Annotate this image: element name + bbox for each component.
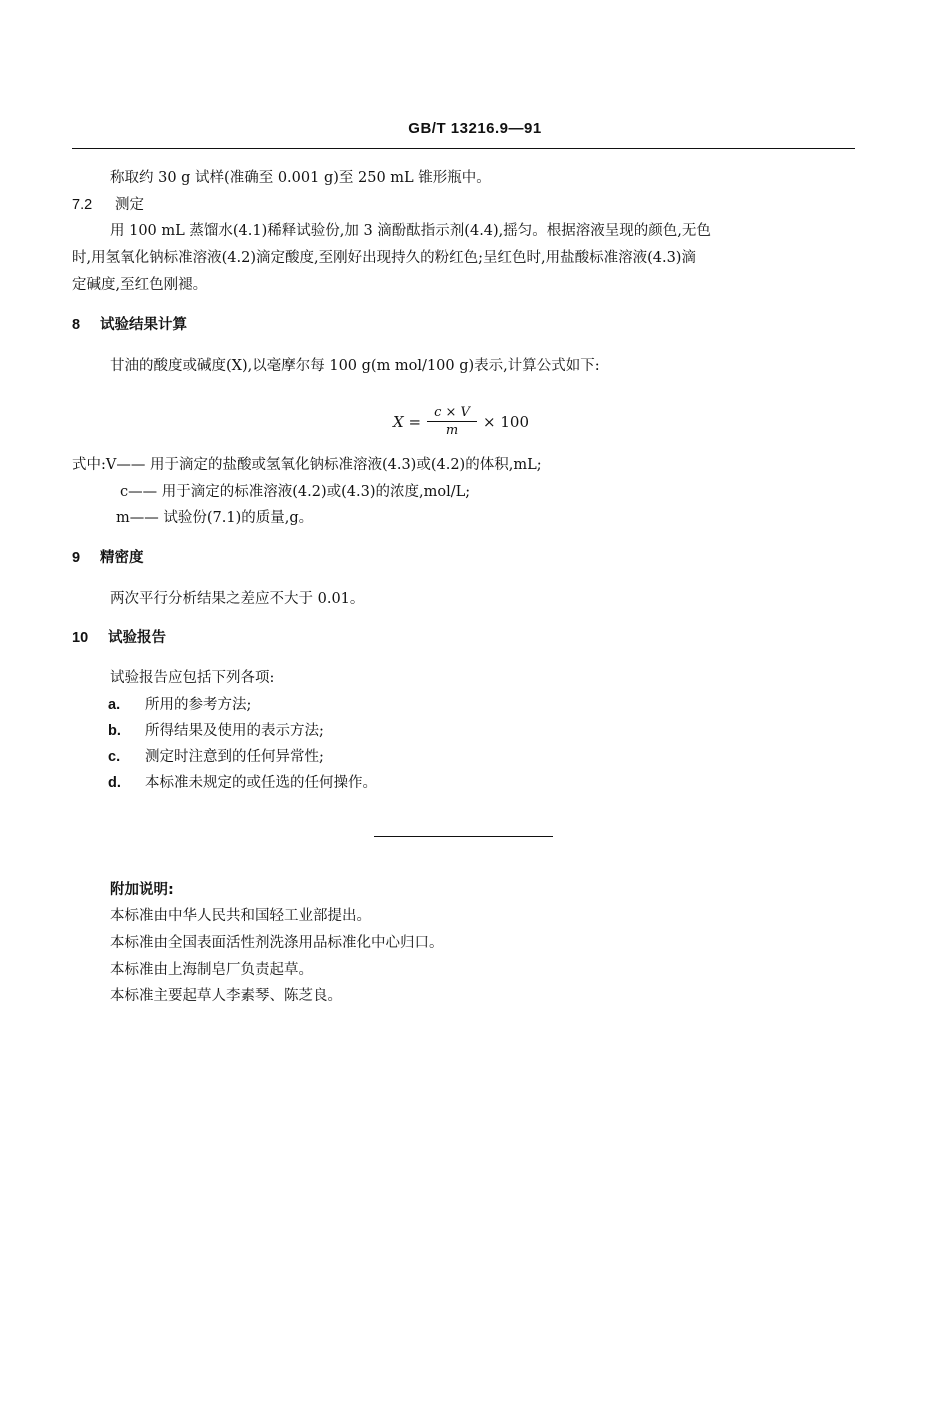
calculation-intro: 甘油的酸度或碱度(X),以毫摩尔每 100 g(m mol/100 g)表示,计算公式如下: [110, 358, 600, 374]
section-9-title: 精密度 [100, 550, 144, 566]
note-line: 本标准主要起草人李素琴、陈芝良。 [110, 988, 342, 1004]
formula-rhs: × 100 [483, 412, 529, 431]
formula-lhs: X = [393, 412, 422, 431]
note-line: 本标准由上海制皂厂负责起草。 [110, 962, 313, 978]
where-m-definition: m—— 试验份(7.1)的质量,g。 [116, 510, 314, 526]
list-item-label: d. [108, 775, 121, 791]
note-line: 本标准由中华人民共和国轻工业部提出。 [110, 908, 371, 924]
sample-weighing-line: 称取约 30 g 试样(准确至 0.001 g)至 250 mL 锥形瓶中。 [110, 170, 491, 186]
list-item-text: 本标准未规定的或任选的任何操作。 [145, 775, 377, 791]
where-v-definition: 式中:V—— 用于滴定的盐酸或氢氧化钠标准溶液(4.3)或(4.2)的体积,mL; [72, 457, 542, 473]
section-8-title: 试验结果计算 [100, 317, 187, 333]
subsection-number: 7.2 [72, 197, 93, 213]
fraction-bar [427, 421, 477, 422]
header-rule [72, 148, 855, 149]
procedure-line-2: 时,用氢氧化钠标准溶液(4.2)滴定酸度,至刚好出现持久的粉红色;呈红色时,用盐酸标准溶液(4.3)滴 [72, 250, 696, 266]
list-item-text: 所得结果及使用的表示方法; [145, 723, 324, 739]
list-item-label: b. [108, 723, 121, 739]
procedure-line-3: 定碱度,至红色刚褪。 [72, 277, 208, 293]
list-item-text: 所用的参考方法; [145, 697, 252, 713]
list-item-text: 测定时注意到的任何异常性; [145, 749, 324, 765]
section-8-number: 8 [72, 317, 81, 333]
section-10-title: 试验报告 [108, 630, 166, 646]
additional-notes-title: 附加说明: [110, 882, 174, 898]
formula-denominator: m [445, 423, 459, 438]
formula-fraction [427, 405, 477, 438]
list-item-label: c. [108, 749, 121, 765]
section-10-number: 10 [72, 630, 89, 646]
result-formula [393, 405, 529, 438]
where-c-definition: c—— 用于滴定的标准溶液(4.2)或(4.3)的浓度,mol/L; [120, 484, 471, 500]
subsection-title: 测定 [115, 197, 144, 213]
report-intro: 试验报告应包括下列各项: [110, 670, 275, 686]
precision-statement: 两次平行分析结果之差应不大于 0.01。 [110, 591, 365, 607]
formula-numerator: c × V [434, 405, 470, 420]
end-of-standard-rule [374, 836, 553, 837]
procedure-line-1: 用 100 mL 蒸馏水(4.1)稀释试验份,加 3 滴酚酞指示剂(4.4),摇匀。根据溶液呈现的颜色,无色 [110, 223, 711, 239]
list-item-label: a. [108, 697, 121, 713]
standard-code-header: GB/T 13216.9—91 [408, 120, 542, 137]
note-line: 本标准由全国表面活性剂洗涤用品标准化中心归口。 [110, 935, 444, 951]
section-9-number: 9 [72, 550, 81, 566]
